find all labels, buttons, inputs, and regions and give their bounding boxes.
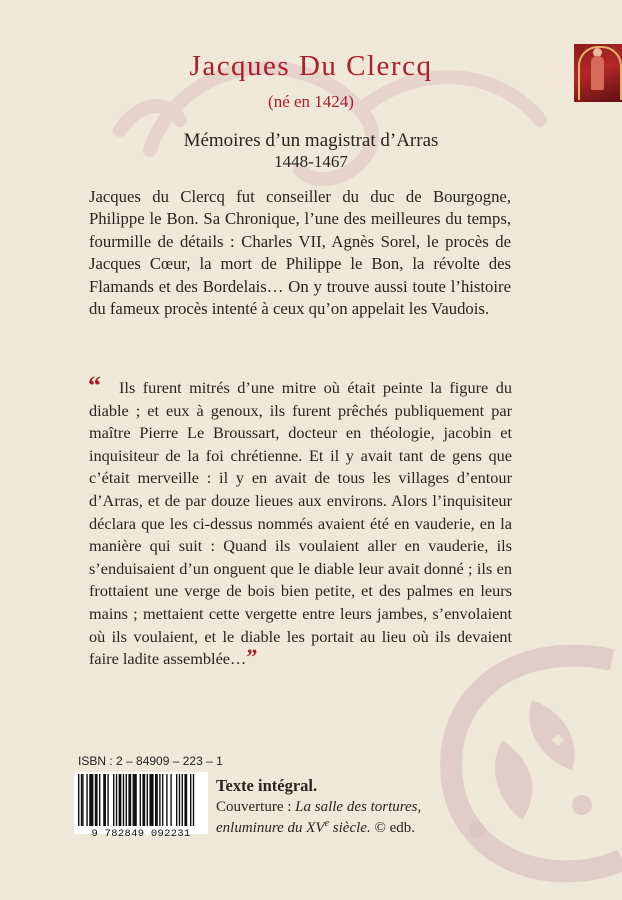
barcode-bar xyxy=(123,774,124,826)
birth-year: (né en 1424) xyxy=(268,92,354,111)
quote-paragraph xyxy=(89,377,512,671)
cover-title: La salle des tortures, xyxy=(295,799,422,815)
cover-label: Couverture : xyxy=(216,799,296,815)
barcode-bar xyxy=(149,774,153,826)
cover-credit-line-2 xyxy=(216,818,415,837)
barcode-bar xyxy=(126,774,127,826)
barcode-digits: 9 782849 092231 xyxy=(91,828,191,840)
intro-paragraph: Jacques du Clercq fut conseiller du duc de Bourgogne, Philippe le Bon. Sa Chronique, l’une des meilleures du temps, fourmille de détails : Charles VII, Agnès Sorel, le procès de Jacques Cœur, la mort de Philippe le Bon, la révolte des Flamands et des Bordelais… On y trouve aussi toute l’histoire du fameux procès intenté à ceux qu’on appelait les Vaudois. xyxy=(89,187,511,319)
barcode-bar xyxy=(162,774,163,826)
barcode-bar xyxy=(128,774,131,826)
quote-text: Ils furent mitrés d’une mitre où était peinte la figure du diable ; et eux à genoux, ils furent prêchés publiquement par maître Pierre Le Broussart, docteur en théologie, jacobin et inquisiteur de la foi chrétienne. Et il y avait tant de gens que c’était merveille : il y en avait de tous les villages d’entour d’Arras, et de par douze lieues aux environs. Alors l’inquisiteur déclara que les ci-dessus nommés avaient été en vauderie, en la manière qui suit : Quand ils voulaient aller en vauderie, ils s’enduisaient d’un onguent que le diable leur avait donné ; ils en frottaient une verge de bois bien petite, et des palmes en leurs mains ; mettaient cette vergette entre leurs jambes, s’envolaient où ils voulaient, et le diable les portait au lieu où ils devaient faire ladite assemblée… xyxy=(89,378,512,669)
barcode-bar xyxy=(107,774,108,826)
barcode-bar xyxy=(155,774,158,826)
barcode-bar xyxy=(133,774,137,826)
cover-credit-line-1 xyxy=(216,799,421,816)
barcode-bar xyxy=(190,774,191,826)
book-years: 1448-1467 xyxy=(274,152,348,171)
quote-close-mark: ” xyxy=(246,644,258,670)
barcode-bar xyxy=(81,774,82,826)
cover-desc-end: siècle. xyxy=(329,820,371,836)
barcode-bar xyxy=(82,774,83,826)
barcode-bar xyxy=(184,774,187,826)
barcode xyxy=(74,772,208,834)
barcode-bar xyxy=(182,774,183,826)
barcode-bar xyxy=(176,774,177,826)
barcode-bar xyxy=(140,774,141,826)
barcode-bar xyxy=(116,774,117,826)
barcode-bar xyxy=(119,774,122,826)
author-title: Jacques Du Clercq xyxy=(189,50,433,82)
barcode-bar xyxy=(89,774,93,826)
barcode-bar xyxy=(170,774,171,826)
barcode-bar xyxy=(99,774,100,826)
barcode-bar xyxy=(113,774,114,826)
barcode-bar xyxy=(95,774,98,826)
barcode-bar xyxy=(193,774,194,826)
barcode-bar xyxy=(166,774,167,826)
quote-open-mark: “ xyxy=(88,371,101,400)
barcode-bar xyxy=(179,774,180,826)
cover-century-sup: e xyxy=(324,818,330,829)
barcode-bar xyxy=(159,774,160,826)
barcode-bar xyxy=(142,774,145,826)
barcode-bar xyxy=(78,774,79,826)
barcode-bar xyxy=(86,774,87,826)
barcode-bar xyxy=(103,774,106,826)
copyright: © edb. xyxy=(370,820,416,836)
isbn-text: ISBN : 2 – 84909 – 223 – 1 xyxy=(78,754,223,768)
barcode-bar xyxy=(147,774,148,826)
texte-integral-label: Texte intégral. xyxy=(216,776,318,795)
cover-desc: enluminure du XV xyxy=(216,820,325,836)
book-subtitle: Mémoires d’un magistrat d’Arras xyxy=(183,130,439,151)
